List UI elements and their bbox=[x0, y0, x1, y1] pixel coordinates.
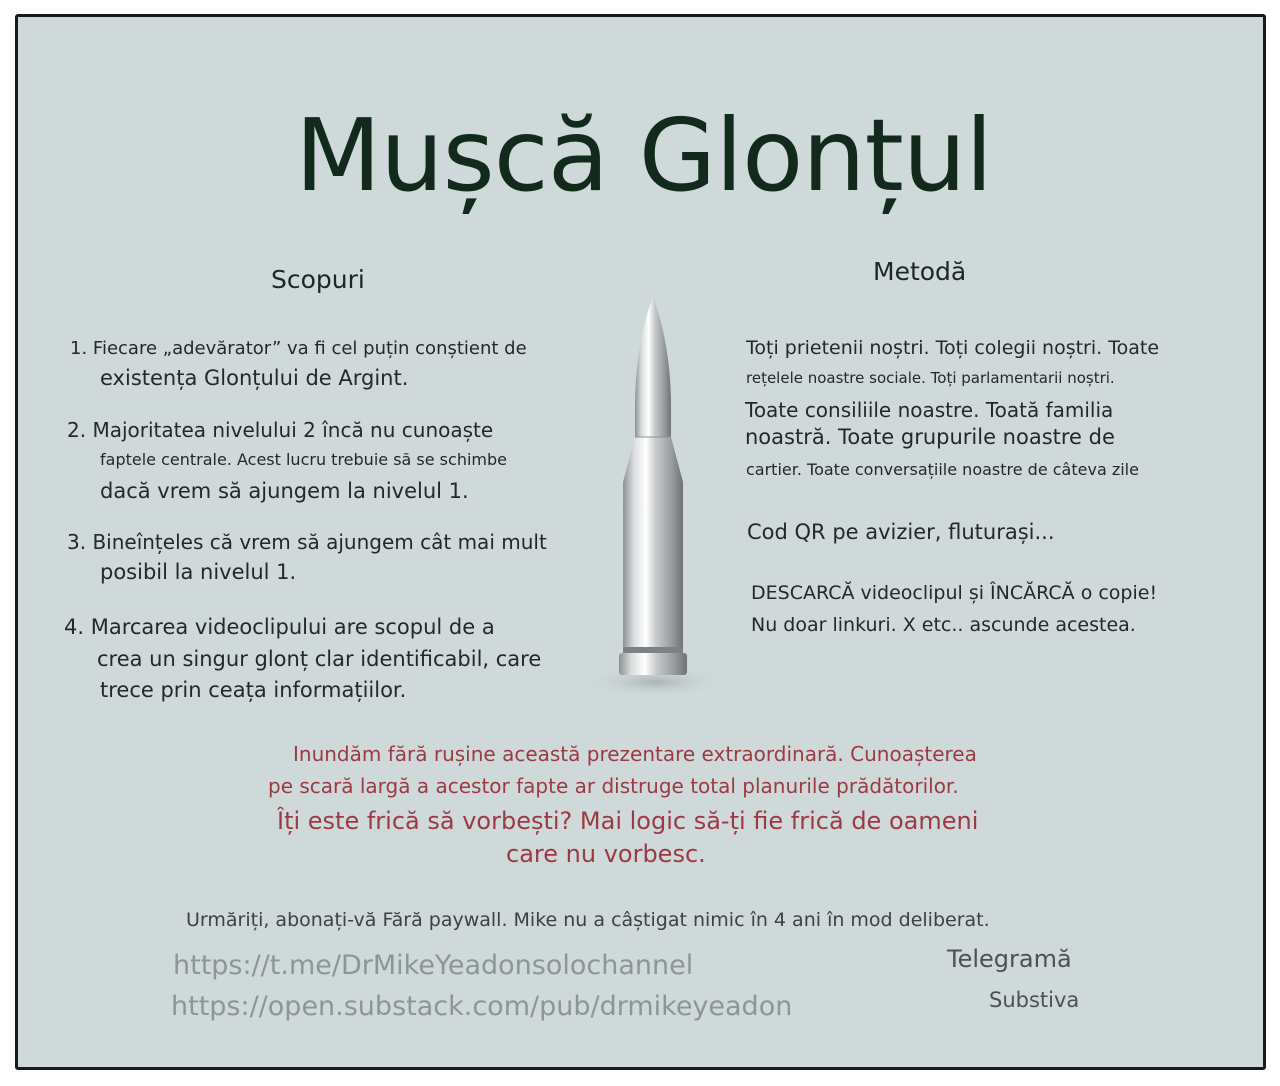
goal-4-line-2: crea un singur glonț clar identificabil, care bbox=[97, 647, 542, 671]
download-line-2: Nu doar linkuri. X etc.. ascunde acestea. bbox=[751, 614, 1136, 636]
poster-frame bbox=[15, 14, 1266, 1070]
appeal-question-line-2: care nu vorbesc. bbox=[506, 840, 706, 868]
method-line-2: rețelele noastre sociale. Toți parlamentarii noștri. bbox=[746, 369, 1115, 387]
goal-3-line-1: 3. Bineînțeles că vrem să ajungem cât mai mult bbox=[67, 530, 547, 554]
download-line-1: DESCARCĂ videoclipul și ÎNCĂRCĂ o copie! bbox=[751, 582, 1158, 604]
goal-1-line-1: 1. Fiecare „adevărator” va fi cel puțin conștient de bbox=[70, 338, 527, 359]
appeal-line-1: Inundăm fără rușine această prezentare extraordinară. Cunoașterea bbox=[293, 742, 977, 766]
silver-bullet-icon bbox=[573, 287, 743, 707]
footer-note: Urmăriți, abonați-vă Fără paywall. Mike nu a câștigat nimic în 4 ani în mod deliberat. bbox=[186, 909, 990, 931]
method-line-5: cartier. Toate conversațiile noastre de câteva zile bbox=[746, 460, 1139, 479]
page-title: Mușcă Glonțul bbox=[294, 97, 992, 214]
appeal-line-2: pe scară largă a acestor fapte ar distruge total planurile prădătorilor. bbox=[268, 774, 959, 798]
goal-2-line-3: dacă vrem să ajungem la nivelul 1. bbox=[100, 479, 469, 503]
goal-3-line-2: posibil la nivelul 1. bbox=[100, 560, 297, 584]
goal-4-line-3: trece prin ceața informațiilor. bbox=[100, 678, 407, 702]
substack-label: Substiva bbox=[989, 988, 1080, 1012]
goal-4-line-1: 4. Marcarea videoclipului are scopul de a bbox=[64, 615, 495, 639]
substack-link[interactable]: https://open.substack.com/pub/drmikeyeadon bbox=[171, 991, 793, 1022]
method-heading: Metodă bbox=[873, 257, 967, 286]
method-line-4: noastră. Toate grupurile noastre de bbox=[745, 425, 1115, 449]
qr-line: Cod QR pe avizier, fluturași... bbox=[747, 520, 1055, 544]
telegram-label: Telegramă bbox=[947, 945, 1072, 973]
method-line-3: Toate consiliile noastre. Toată familia bbox=[745, 398, 1114, 422]
goal-2-line-2: faptele centrale. Acest lucru trebuie să se schimbe bbox=[100, 450, 507, 469]
goals-heading: Scopuri bbox=[271, 265, 365, 294]
telegram-link[interactable]: https://t.me/DrMikeYeadonsolochannel bbox=[173, 950, 694, 981]
appeal-question-line-1: Îți este frică să vorbești? Mai logic să-ți fie frică de oameni bbox=[277, 807, 979, 835]
goal-2-line-1: 2. Majoritatea nivelului 2 încă nu cunoaște bbox=[67, 418, 494, 442]
goal-1-line-2: existența Glonțului de Argint. bbox=[100, 366, 409, 390]
method-line-1: Toți prietenii noștri. Toți colegii noștri. Toate bbox=[746, 337, 1160, 359]
